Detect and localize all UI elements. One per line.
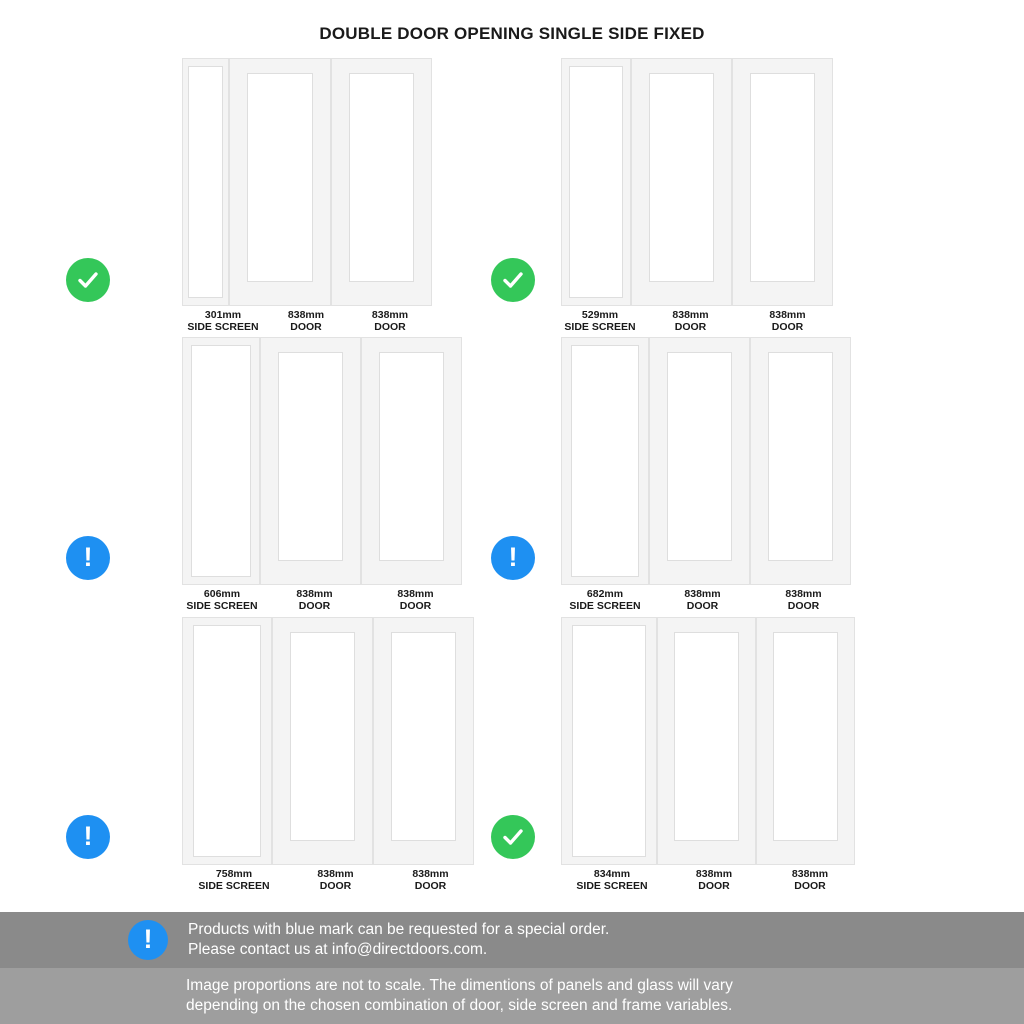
panel-door-1 [260,337,361,585]
scale-line-1: Image proportions are not to scale. The dimentions of panels and glass will vary [186,977,733,994]
check-icon [500,267,526,293]
label-door-1 [288,868,383,892]
glass-pane [572,625,645,856]
label-size: 838mm [684,588,721,600]
label-kind: SIDE SCREEN [576,880,648,892]
label-size: 838mm [672,309,709,321]
status-badge-ok [491,815,535,859]
label-size: 838mm [397,588,434,600]
label-kind: DOOR [771,321,804,333]
label-kind: DOOR [399,600,432,612]
scale-disclaimer-bar [0,968,1024,1024]
panel-door-2 [331,58,432,306]
label-size: 838mm [769,309,806,321]
label-size: 682mm [586,588,624,600]
label-door-1 [264,588,365,612]
label-size: 301mm [204,309,242,321]
panel-door-2 [756,617,855,865]
scale-disclaimer-text [186,976,733,1016]
panel-door-1 [229,58,331,306]
exclamation-icon: ! [83,541,93,572]
label-kind: SIDE SCREEN [186,600,258,612]
note-badge-wrap [128,920,168,960]
label-kind: DOOR [698,880,730,892]
glass-pane [247,73,313,282]
label-size: 838mm [785,588,822,600]
panel-door-2 [373,617,474,865]
check-icon [75,267,101,293]
label-size: 838mm [412,868,449,880]
panel-side-screen [561,337,649,585]
label-side-screen [182,309,264,333]
special-order-note-text [188,920,609,960]
label-door-2 [365,588,466,612]
label-size: 838mm [695,868,733,880]
label-door-1 [666,868,762,892]
label-side-screen [180,868,288,892]
label-kind: SIDE SCREEN [198,880,270,892]
panel-door-1 [657,617,756,865]
panel-side-screen [182,617,272,865]
exclamation-icon: ! [83,820,93,851]
label-door-2 [753,588,854,612]
label-kind: DOOR [298,600,331,612]
scale-line-2: depending on the chosen combination of door, side screen and frame variables. [186,997,733,1014]
label-kind: DOOR [787,600,820,612]
glass-pane [290,632,355,841]
special-order-note-bar [0,912,1024,968]
panel-side-screen [182,337,260,585]
glass-pane [569,66,622,297]
glass-pane [188,66,223,297]
label-door-2 [762,868,858,892]
label-door-1 [652,588,753,612]
door-assembly [182,337,462,585]
label-size: 606mm [203,588,241,600]
glass-pane [278,352,343,561]
glass-pane [750,73,815,282]
status-badge-info [66,815,110,859]
label-size: 834mm [593,868,631,880]
status-badge-info [66,536,110,580]
glass-pane [768,352,833,561]
label-size: 838mm [371,309,409,321]
panel-labels [558,309,836,333]
label-kind: DOOR [374,321,406,333]
panel-side-screen [561,58,631,306]
status-badge-info [491,536,535,580]
page-title: DOUBLE DOOR OPENING SINGLE SIDE FIXED [319,24,705,43]
label-door-2 [739,309,836,333]
door-assembly [182,58,432,306]
panel-labels [558,868,858,892]
panel-labels [180,868,478,892]
door-assembly [561,617,855,865]
exclamation-icon: ! [508,541,518,572]
status-badge-ok [66,258,110,302]
panel-door-1 [631,58,732,306]
label-kind: DOOR [414,880,447,892]
panel-labels [182,309,432,333]
glass-pane [391,632,456,841]
glass-pane [674,632,738,841]
glass-pane [667,352,732,561]
glass-pane [649,73,714,282]
label-side-screen [558,309,642,333]
panel-door-2 [732,58,833,306]
exclamation-icon: ! [143,923,153,954]
glass-pane [349,73,414,282]
door-assembly [182,617,474,865]
panel-labels [180,588,466,612]
label-kind: DOOR [290,321,322,333]
panel-side-screen [561,617,657,865]
status-badge-ok [491,258,535,302]
glass-pane [191,345,250,576]
label-kind: DOOR [686,600,719,612]
glass-pane [193,625,262,856]
panel-side-screen [182,58,229,306]
label-size: 838mm [791,868,829,880]
glass-pane [571,345,638,576]
glass-pane [773,632,837,841]
door-assembly [561,58,833,306]
label-kind: DOOR [674,321,707,333]
label-kind: SIDE SCREEN [187,321,259,333]
panel-door-2 [750,337,851,585]
label-size: 838mm [296,588,333,600]
label-side-screen [180,588,264,612]
check-icon [500,824,526,850]
label-kind: DOOR [319,880,352,892]
label-side-screen [558,588,652,612]
label-kind: SIDE SCREEN [564,321,636,333]
label-size: 838mm [287,309,325,321]
status-badge-info [128,920,168,960]
label-door-2 [348,309,432,333]
label-size: 758mm [215,868,253,880]
note-line-2: Please contact us at info@directdoors.com. [188,941,488,958]
label-door-1 [264,309,348,333]
panel-door-1 [649,337,750,585]
label-kind: DOOR [794,880,826,892]
label-size: 838mm [317,868,354,880]
note-line-1: Products with blue mark can be requested for a special order. [188,921,610,938]
label-door-1 [642,309,739,333]
label-door-2 [383,868,478,892]
panel-door-1 [272,617,373,865]
label-size: 529mm [581,309,619,321]
label-kind: SIDE SCREEN [569,600,641,612]
panel-door-2 [361,337,462,585]
panel-labels [558,588,854,612]
label-side-screen [558,868,666,892]
glass-pane [379,352,444,561]
door-assembly [561,337,851,585]
